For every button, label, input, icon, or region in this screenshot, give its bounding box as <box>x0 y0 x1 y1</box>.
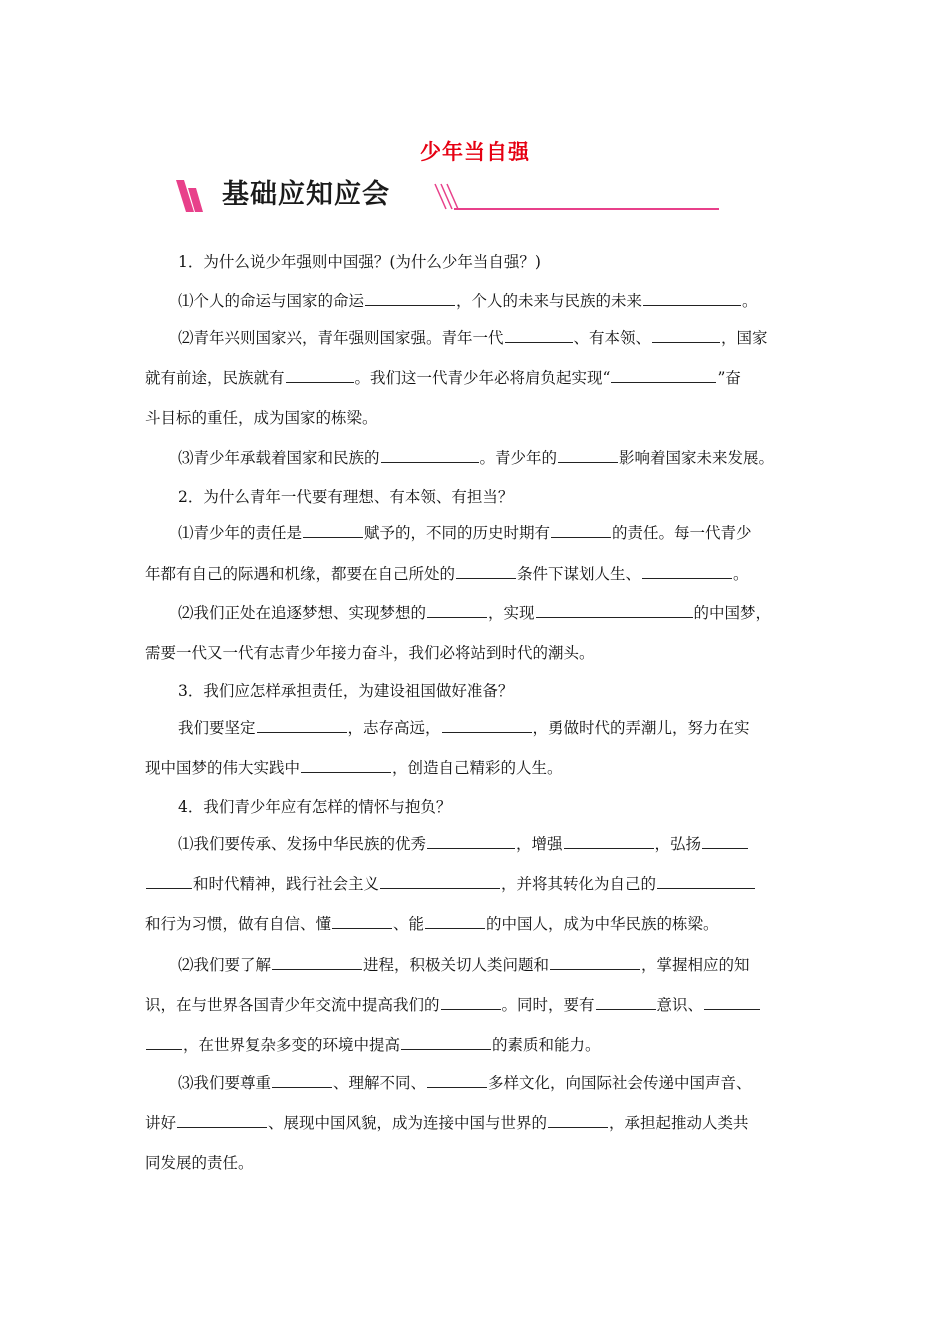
answer-line: ⑴个人的命运与国家的命运 ，个人的未来与民族的未来 。 <box>178 292 758 310</box>
blank-line <box>177 1113 267 1128</box>
question-2: 2．为什么青年一代要有理想、有本领、有担当？ <box>178 488 514 506</box>
blank-line <box>425 914 485 929</box>
answer-line: ⑵我们要了解 进程，积极关切人类问题和 ，掌握相应的知 <box>178 956 750 974</box>
blank-line <box>456 564 516 579</box>
question-4: 4．我们青少年应有怎样的情怀与抱负？ <box>178 798 452 816</box>
blank-line <box>401 1035 491 1050</box>
blank-line <box>427 1073 487 1088</box>
blank-line <box>536 603 693 618</box>
answer-line: 年都有自己的际遇和机缘，都要在自己所处的 条件下谋划人生、 。 <box>145 565 749 583</box>
answer-line: 现中国梦的伟大实践中 ，创造自己精彩的人生。 <box>145 759 563 777</box>
answer-line: ⑴我们要传承、发扬中华民族的优秀 ，增强 ，弘扬 <box>178 834 749 854</box>
blank-line <box>427 834 515 849</box>
blank-line <box>303 523 363 538</box>
blank-line <box>272 1073 332 1088</box>
answer-line: 我们要坚定 ，志存高远， ，勇做时代的弄潮儿，努力在实 <box>178 719 750 737</box>
blank-line <box>551 523 611 538</box>
blank-line <box>558 448 618 463</box>
answer-line: 斗目标的重任，成为国家的栋梁。 <box>145 409 378 427</box>
blank-line <box>380 874 500 889</box>
blank-line <box>596 995 656 1010</box>
answer-line: 需要一代又一代有志青少年接力奋斗，我们必将站到时代的潮头。 <box>145 644 595 662</box>
blank-line <box>332 914 392 929</box>
blank-line <box>427 603 487 618</box>
blank-line <box>441 995 501 1010</box>
blank-line <box>146 1035 182 1050</box>
answer-line: ⑶青少年承载着国家和民族的 。青少年的 影响着国家未来发展。 <box>178 449 775 467</box>
answer-line: 讲好 、展现中国风貌，成为连接中国与世界的 ，承担起推动人类共 <box>145 1114 749 1132</box>
blank-line <box>365 291 455 306</box>
answer-line: 和行为习惯，做有自信、懂 、能 的中国人，成为中华民族的栋梁。 <box>145 915 719 933</box>
blank-line <box>657 874 755 889</box>
blank-line <box>286 368 354 383</box>
blank-line <box>702 834 748 849</box>
answer-line: ⑵青年兴则国家兴，青年强则国家强。青年一代 、有本领、 ，国家 <box>178 329 768 347</box>
question-1: 1．为什么说少年强则中国强？(为什么少年当自强？) <box>178 253 541 271</box>
answer-line: ，在世界复杂多变的环境中提高 的素质和能力。 <box>145 1035 601 1055</box>
blank-line <box>643 291 741 306</box>
blank-line <box>272 955 362 970</box>
answer-line: ⑴青少年的责任是 赋予的，不同的历史时期有 的责任。每一代青少 <box>178 524 752 542</box>
answer-line: 和时代精神，践行社会主义 ，并将其转化为自己的 <box>145 874 756 894</box>
blank-line <box>146 874 192 889</box>
answer-line: ⑵我们正处在追逐梦想、实现梦想的 ，实现 的中国梦， <box>178 604 772 622</box>
blank-line <box>257 718 347 733</box>
blank-line <box>442 718 532 733</box>
page-title: 少年当自强 <box>420 140 530 164</box>
question-3: 3．我们应怎样承担责任，为建设祖国做好准备？ <box>178 682 514 700</box>
answer-line: ⑶我们要尊重 、理解不同、 多样文化，向国际社会传递中国声音、 <box>178 1074 752 1092</box>
blank-line <box>301 758 391 773</box>
section-header: 基础应知应会 <box>222 179 390 210</box>
answer-line: 同发展的责任。 <box>145 1154 254 1172</box>
blank-line <box>652 328 720 343</box>
blank-line <box>548 1113 608 1128</box>
blank-line <box>505 328 573 343</box>
blank-line <box>611 368 716 383</box>
blank-line <box>564 834 654 849</box>
blank-line <box>704 995 760 1010</box>
blank-line <box>381 448 479 463</box>
blank-line <box>642 564 732 579</box>
blank-line <box>550 955 640 970</box>
answer-line: 识，在与世界各国青少年交流中提高我们的 。同时，要有 意识、 <box>145 995 761 1015</box>
answer-line: 就有前途，民族就有 。我们这一代青少年必将肩负起实现“ ”奋 <box>145 369 741 387</box>
